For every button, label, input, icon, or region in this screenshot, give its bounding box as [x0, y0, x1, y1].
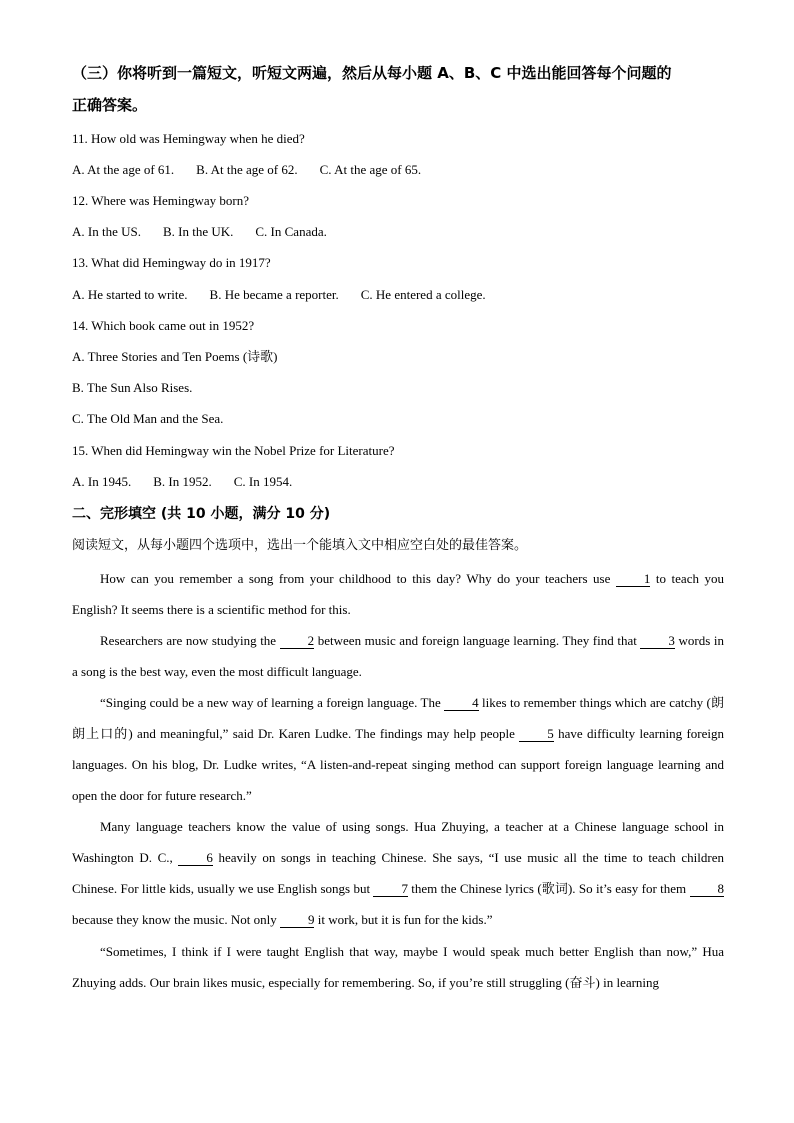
passage-paragraph-1 [72, 563, 724, 625]
passage-paragraph-5: “Sometimes, I think if I were taught English that way, maybe I would speak much better English than now,” Hua Zhuying adds. Our brain likes music, especially for remembering. So, if you’re still struggling (奋斗) in learning [72, 944, 724, 990]
options-12 [72, 223, 349, 241]
passage-text: Many language teachers know the value of using songs. Hua Zhuying, a teacher at a Chinese language school in Washington D. C., [72, 819, 724, 865]
option-c: C. At the age of 65. [319, 162, 422, 177]
passage-text: words in a song is the best way, even the most difficult language. [72, 633, 724, 679]
option-a: A. In 1945. [72, 474, 132, 489]
question-11: 11. How old was Hemingway when he died? [72, 131, 305, 146]
blank-9[interactable]: 9 [280, 913, 315, 928]
blank-7[interactable]: 7 [373, 882, 408, 897]
passage-text: them the Chinese lyrics (歌词). So it’s easy for them [407, 881, 690, 896]
option-b: B. He became a reporter. [209, 287, 339, 302]
question-13: 13. What did Hemingway do in 1917? [72, 255, 271, 270]
passage-text: likes to remember things which are catchy (朗朗上口的) and meaningful,” said Dr. Karen Ludke. The findings may help people [72, 695, 725, 741]
passage-paragraph-2 [72, 625, 724, 687]
blank-4[interactable]: 4 [444, 696, 479, 711]
options-11 [72, 161, 443, 179]
option-b: B. At the age of 62. [196, 162, 298, 177]
options-15 [72, 473, 314, 491]
passage-text: between music and foreign language learning. They find that [314, 633, 641, 648]
section2-title: 二、完形填空 (共 10 小题，满分 10 分) [72, 506, 331, 522]
question-14: 14. Which book came out in 1952? [72, 318, 255, 333]
passage-text: heavily on songs in teaching Chinese. She says, “I use music all the time to teach children Chinese. For little kids, usually we use English songs but [72, 850, 725, 896]
passage-paragraph-4 [72, 811, 724, 935]
section2-instruction: 阅读短文，从每小题四个选项中，选出一个能填入文中相应空白处的最佳答案。 [72, 538, 528, 553]
option-a: A. Three Stories and Ten Poems (诗歌) [72, 349, 278, 364]
option-c: C. In 1954. [233, 474, 293, 489]
blank-2[interactable]: 2 [280, 634, 315, 649]
passage-text: have difficulty learning foreign languages. On his blog, Dr. Ludke writes, “A listen-and-repeat singing method can support foreign language learning and open the door for future research.” [72, 726, 724, 803]
passage-text: Researchers are now studying the [100, 633, 280, 648]
blank-5[interactable]: 5 [519, 727, 554, 742]
blank-6[interactable]: 6 [178, 851, 213, 866]
passage-text: How can you remember a song from your childhood to this day? Why do your teachers use [100, 571, 616, 586]
blank-8[interactable]: 8 [690, 882, 725, 897]
option-c: C. In Canada. [255, 224, 327, 239]
option-a: A. In the US. [72, 224, 141, 239]
option-a: A. He started to write. [72, 287, 188, 302]
option-a: A. At the age of 61. [72, 162, 175, 177]
section3-title-line1: （三）你将听到一篇短文，听短文两遍，然后从每小题 A、B、C 中选出能回答每个问题的 [72, 64, 672, 82]
option-b: B. In the UK. [162, 224, 234, 239]
blank-3[interactable]: 3 [640, 634, 675, 649]
option-c: C. The Old Man and the Sea. [72, 411, 224, 426]
passage-text: because they know the music. Not only [72, 912, 280, 927]
passage-text: to teach you English? It seems there is a scientific method for this. [72, 571, 724, 617]
option-c: C. He entered a college. [360, 287, 486, 302]
question-12: 12. Where was Hemingway born? [72, 193, 250, 208]
blank-1[interactable]: 1 [616, 572, 651, 587]
option-b: B. In 1952. [153, 474, 212, 489]
question-15: 15. When did Hemingway win the Nobel Prize for Literature? [72, 443, 395, 458]
option-b: B. The Sun Also Rises. [72, 380, 193, 395]
section3-title-line2: 正确答案。 [72, 96, 148, 114]
passage-paragraph-3 [72, 687, 724, 811]
passage-text: it work, but it is fun for the kids.” [314, 912, 493, 927]
passage-text: “Singing could be a new way of learning a foreign language. The [100, 695, 445, 710]
options-13 [72, 286, 508, 304]
